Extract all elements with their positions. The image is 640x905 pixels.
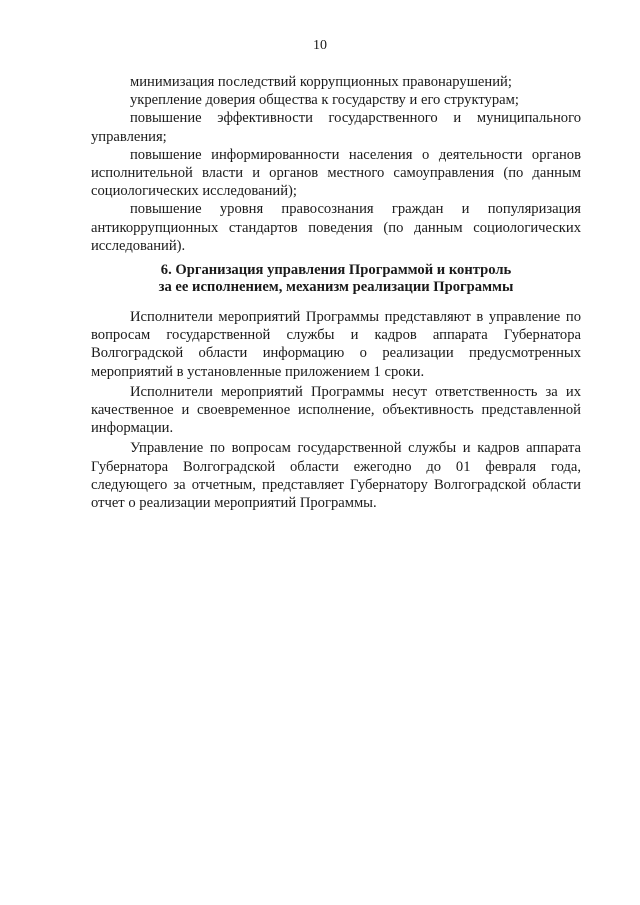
- body-paragraph: Исполнители мероприятий Программы несут ответственность за их качественное и своевременное исполнение, объективность представленной информации.: [91, 383, 581, 437]
- page-number: 10: [313, 38, 327, 53]
- body-paragraph: Исполнители мероприятий Программы представляют в управление по вопросам государственной службы и кадров аппарата Губернатора Волгоградской области информацию о реализации предусмотренных мероприятий в установленные приложением 1 сроки.: [91, 309, 581, 380]
- list-item: укрепление доверия общества к государству и его структурам;: [130, 92, 519, 109]
- section-body: [91, 308, 581, 512]
- body-paragraph: Управление по вопросам государственной службы и кадров аппарата Губернатора Волгоградской области ежегодно до 01 февраля года, следующего за отчетным, представляет Губернатору Волгоградской области отчет о реализации мероприятий Программы.: [91, 440, 581, 512]
- list-item: повышение информированности населения о деятельности органов исполнительной власти и органов местного самоуправления (по данным социологических исследований);: [91, 146, 581, 200]
- outcomes-list: [91, 73, 581, 255]
- section-heading: [91, 262, 581, 296]
- section-heading-line-1: 6. Организация управления Программой и контроль: [160, 262, 512, 278]
- list-item: повышение уровня правосознания граждан и популяризация антикоррупционных стандартов поведения (по данным социологических исследований).: [91, 201, 581, 254]
- list-item: повышение эффективности государственного и муниципального управления;: [91, 110, 581, 145]
- list-item: минимизация последствий коррупционных правонарушений;: [130, 74, 512, 90]
- section-heading-line-2: за ее исполнением, механизм реализации Программы: [158, 279, 514, 295]
